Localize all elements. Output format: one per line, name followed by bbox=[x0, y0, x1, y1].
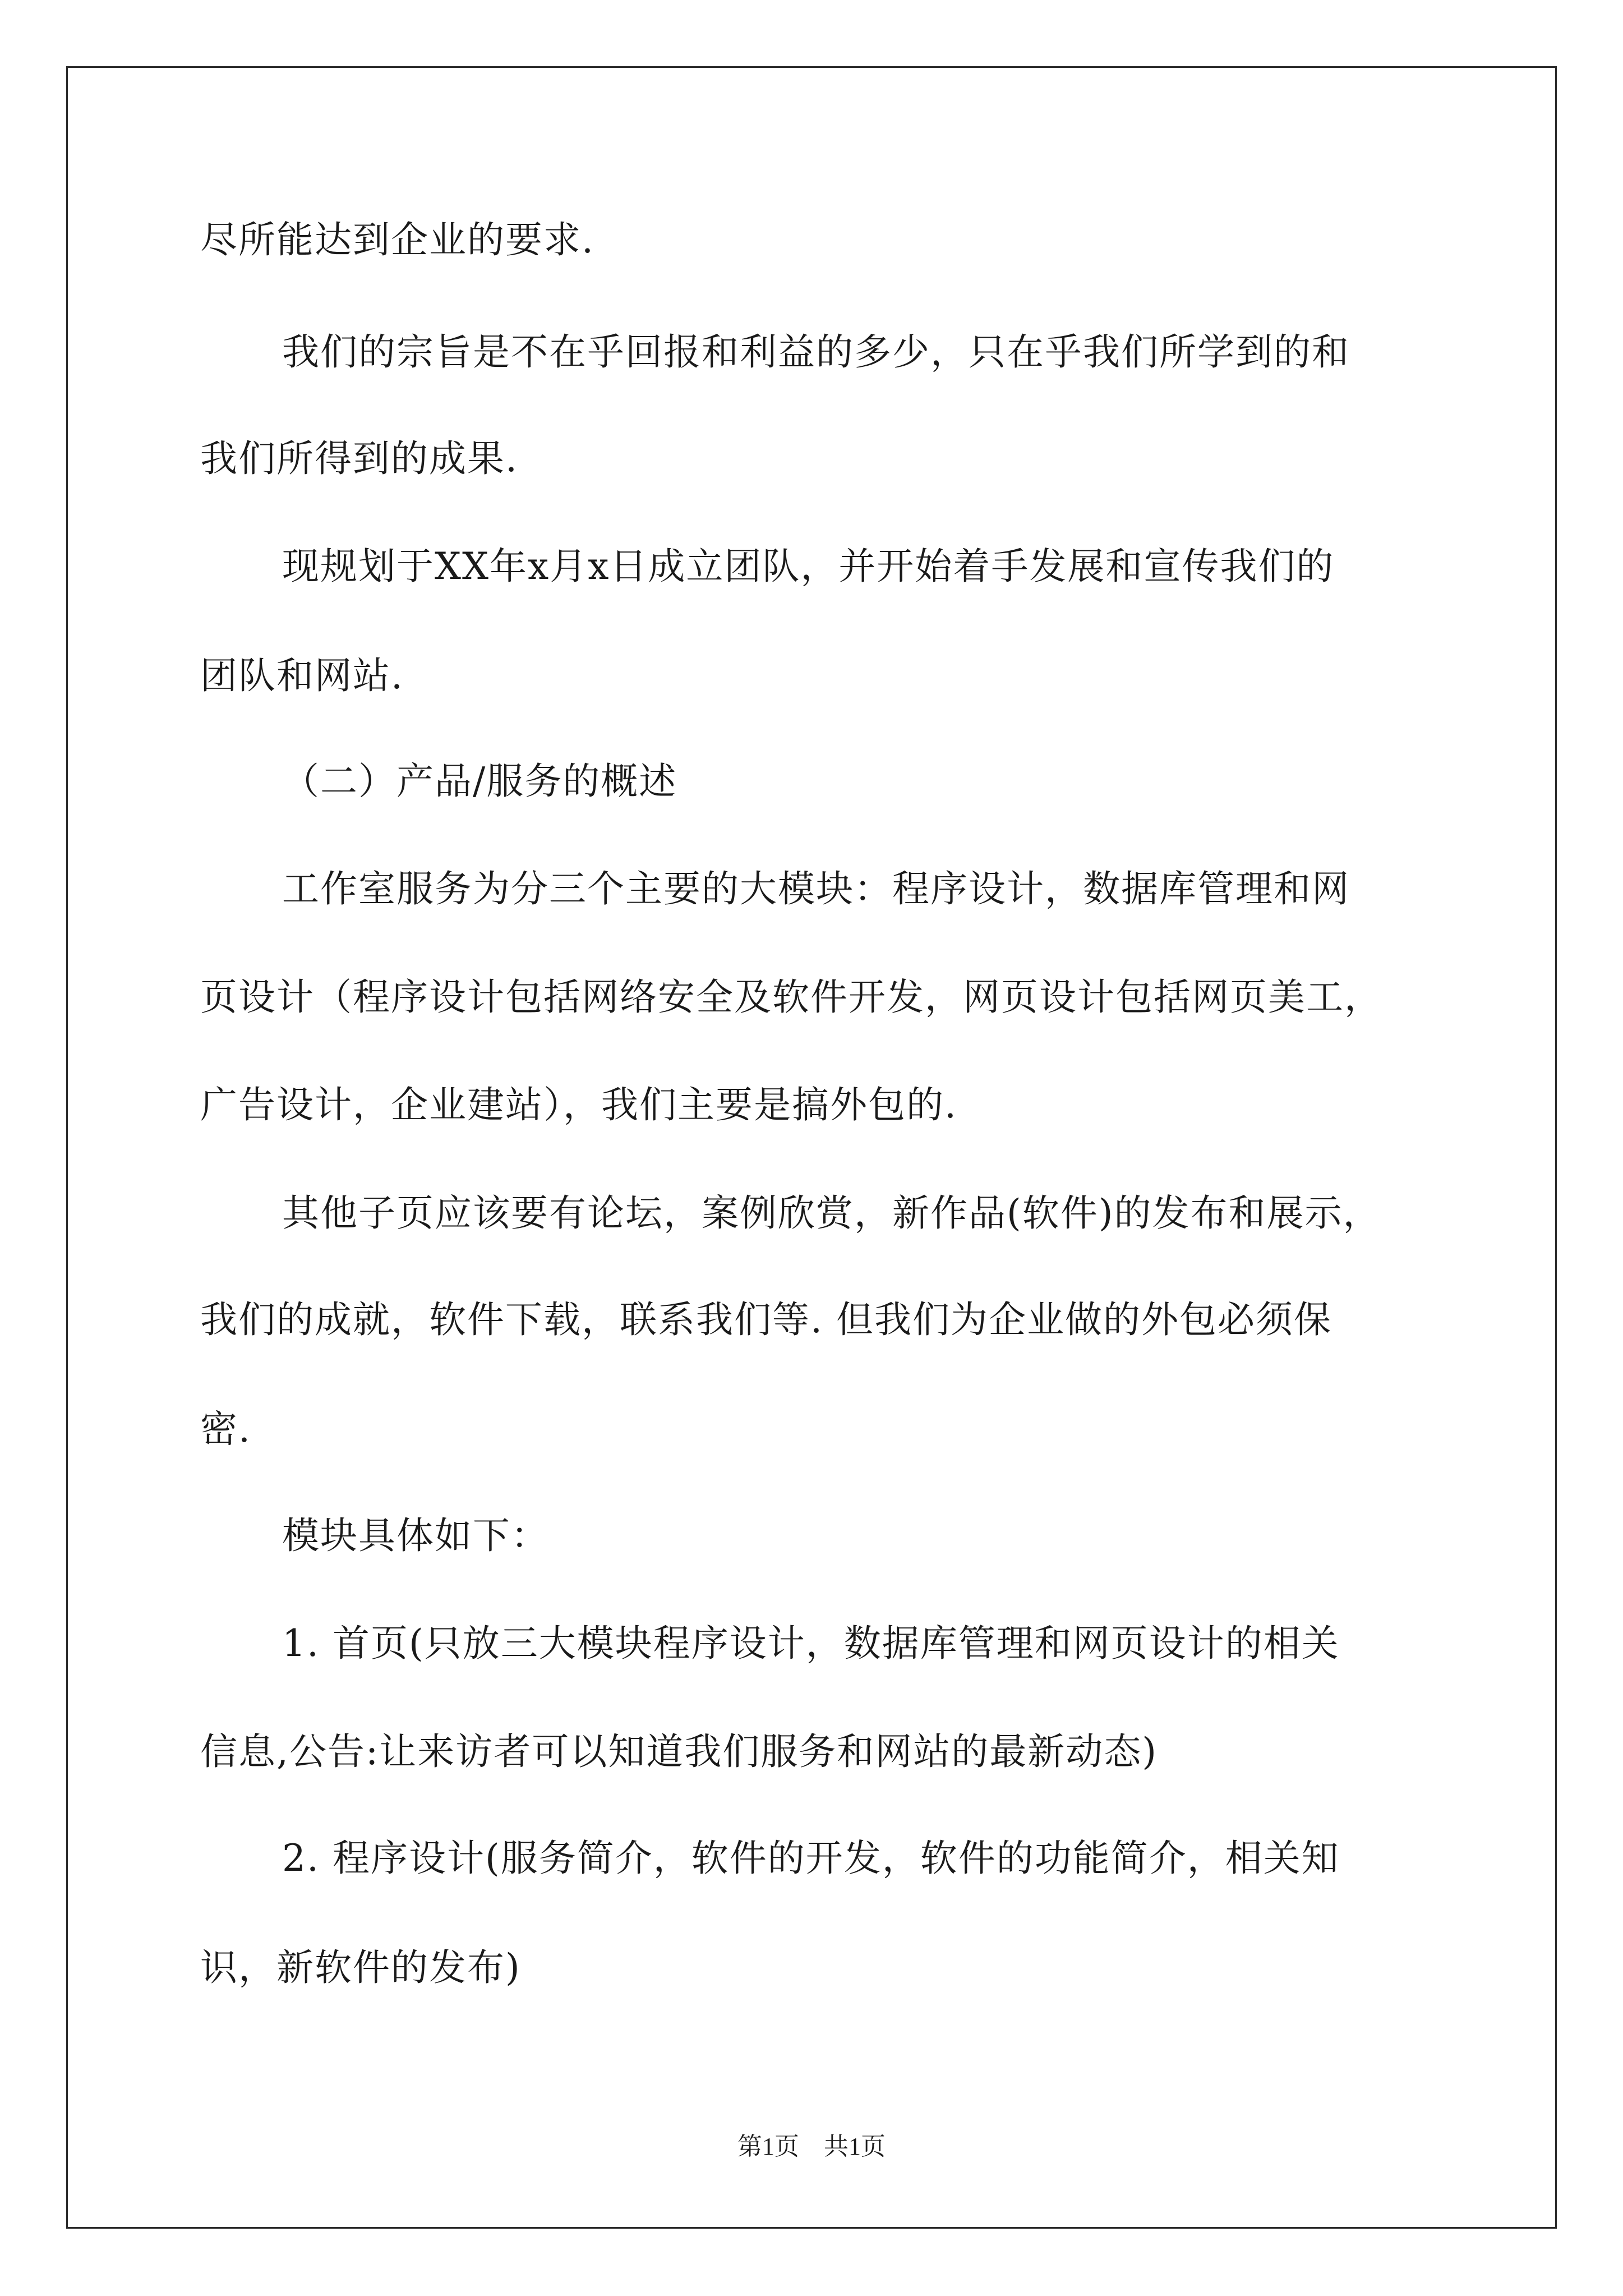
text-line-7: 工作室服务为分三个主要的大模块：程序设计，数据库管理和网 bbox=[282, 867, 1350, 910]
text-line-14: 1. 首页(只放三大模块程序设计，数据库管理和网页设计的相关 bbox=[282, 1622, 1340, 1665]
text-line-12: 密. bbox=[200, 1407, 251, 1451]
page-border bbox=[66, 66, 1557, 2229]
text-line-13: 模块具体如下： bbox=[282, 1514, 549, 1557]
text-line-17: 识，新软件的发布) bbox=[200, 1946, 521, 1989]
text-line-8: 页设计（程序设计包括网络安全及软件开发，网页设计包括网页美工， bbox=[200, 976, 1382, 1019]
text-line-2: 我们的宗旨是不在乎回报和利益的多少，只在乎我们所学到的和 bbox=[282, 330, 1350, 374]
text-line-5: 团队和网站. bbox=[200, 654, 404, 697]
text-line-10: 其他子页应该要有论坛，案例欣赏，新作品(软件)的发布和展示， bbox=[282, 1191, 1381, 1235]
text-line-11: 我们的成就，软件下载，联系我们等. 但我们为企业做的外包必须保 bbox=[200, 1298, 1332, 1341]
page-number-footer: 第1页 共1页 bbox=[737, 2133, 886, 2160]
text-line-15: 信息,公告:让来访者可以知道我们服务和网站的最新动态) bbox=[200, 1730, 1158, 1773]
text-line-16: 2. 程序设计(服务简介，软件的开发，软件的功能简介，相关知 bbox=[282, 1837, 1340, 1880]
section-heading: （二）产品/服务的概述 bbox=[282, 760, 677, 803]
text-line-9: 广告设计，企业建站），我们主要是搞外包的. bbox=[200, 1083, 957, 1126]
text-line-1: 尽所能达到企业的要求. bbox=[200, 218, 594, 261]
text-line-4: 现规划于XX年x月x日成立团队，并开始着手发展和宣传我们的 bbox=[282, 545, 1335, 588]
text-line-3: 我们所得到的成果. bbox=[200, 437, 518, 480]
